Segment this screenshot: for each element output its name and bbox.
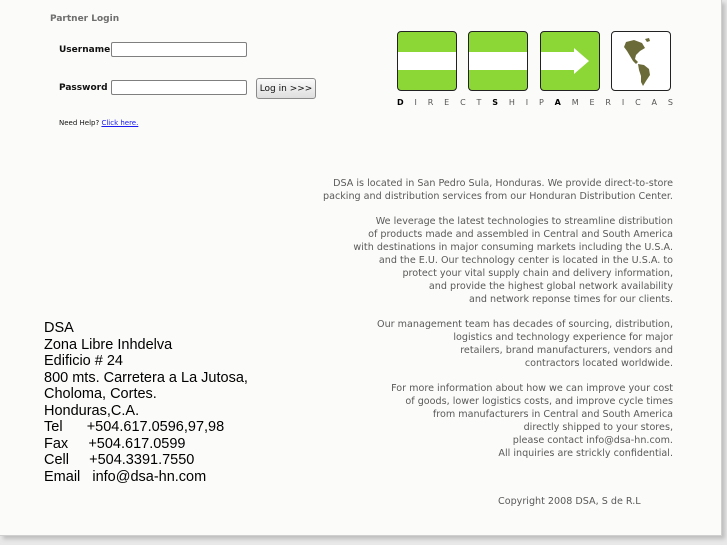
address-line: Edificio # 24 [44, 353, 123, 369]
address-line: Choloma, Cortes. [44, 386, 157, 402]
brand-letter: P [538, 98, 544, 107]
address-line: DSA [44, 320, 74, 336]
email-line: Email info@dsa-hn.com [44, 468, 207, 485]
password-input[interactable] [111, 80, 247, 95]
help-link[interactable]: Click here. [101, 119, 139, 127]
logo-tile-2 [468, 31, 528, 91]
address-line: Zona Libre Inhdelva [44, 336, 173, 353]
username-input[interactable] [111, 42, 247, 57]
logo-stripe [469, 52, 527, 70]
brand-letter: C [635, 98, 641, 107]
address-line: 800 mts. Carretera a La Jutosa, [44, 369, 248, 386]
arrow-icon [541, 32, 599, 90]
brand-letter: I [414, 98, 417, 107]
fax-line: Fax +504.617.0599 [44, 435, 186, 452]
login-button[interactable]: Log in >>> [256, 78, 316, 99]
description-paragraph: We leverage the latest technologies to streamline distribution of products made and assembled in Central and South America with destinations in major consuming markets including the U.S.A. and the E.U. Our technology center is located in the U.S.A. to protect your vital supply chain and delivery information, and provide the highest global network availability and network reponse times for our clients. [353, 216, 673, 305]
brand-wordmark [397, 98, 673, 107]
brand-letter: E [589, 98, 595, 107]
brand-letter: I [525, 98, 529, 107]
brand-letter: T [476, 98, 482, 107]
logo-tile-1 [397, 31, 457, 91]
help-line [59, 119, 138, 127]
contact-address [44, 320, 248, 485]
brand-letter: A [651, 98, 657, 107]
brand-letter: D [397, 98, 404, 107]
password-label: Password [59, 83, 108, 93]
copyright-notice: Copyright 2008 DSA, S de R.L [498, 496, 641, 507]
brand-letter: S [492, 98, 499, 107]
brand-letter: S [667, 98, 673, 107]
company-description [253, 177, 673, 472]
americas-map-icon [612, 32, 670, 90]
logo-tile-arrow [540, 31, 600, 91]
username-label: Username [59, 45, 111, 55]
brand-letter: C [460, 98, 466, 107]
description-paragraph: DSA is located in San Pedro Sula, Honduras. We provide direct-to-store packing and distribution services from our Honduran Distribution Center. [322, 178, 673, 202]
logo-stripe [398, 52, 456, 70]
brand-letter: A [554, 98, 561, 107]
brand-letter: H [508, 98, 515, 107]
brand-letter: R [605, 98, 611, 107]
phone-line: Tel +504.617.0596,97,98 [44, 419, 225, 435]
cell-line: Cell +504.3391.7550 [44, 452, 195, 468]
brand-letter: I [621, 98, 625, 107]
brand-letter: E [444, 98, 450, 107]
description-paragraph: For more information about how we can improve your cost of goods, lower logistics costs, and improve cycle times from manufacturers in Central and South America directly shipped to your stores, please contact info@dsa-hn.com. All inquiries are strickly confidential. [391, 383, 673, 459]
description-paragraph: Our management team has decades of sourcing, distribution, logistics and technology experience for major retailers, brand manufacturers, vendors and contractors located worldwide. [377, 319, 673, 369]
logo-tile-map [611, 31, 671, 91]
help-text: Need Help? [59, 119, 100, 127]
address-line: Honduras,C.A. [44, 402, 140, 419]
brand-letter: R [427, 98, 434, 107]
partner-login-title: Partner Login [50, 14, 120, 24]
brand-letter: M [571, 98, 579, 107]
